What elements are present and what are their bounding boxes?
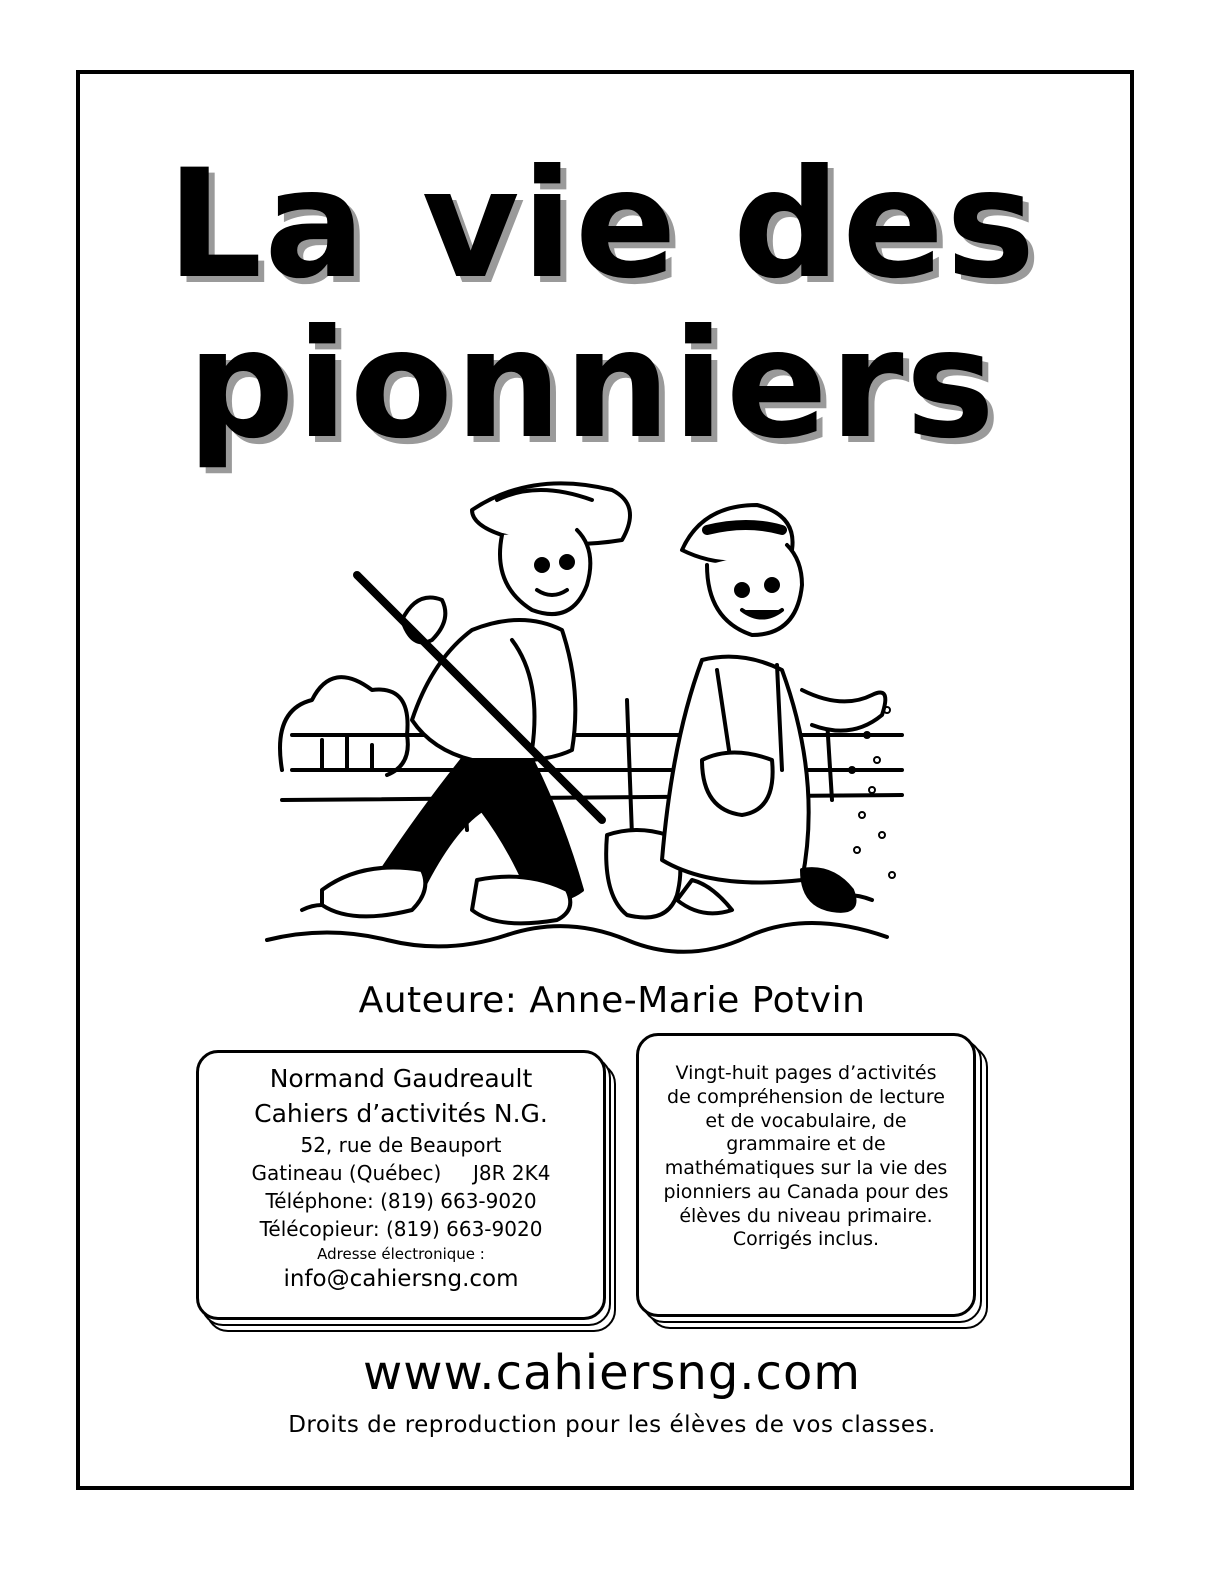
boy-hand <box>402 598 445 643</box>
description-line: élèves du niveau primaire. <box>679 1204 933 1227</box>
seeds <box>849 707 895 878</box>
boy-boot-right <box>472 877 570 924</box>
description-line: Corrigés inclus. <box>732 1228 880 1251</box>
girl-figure <box>662 505 895 913</box>
description-line: de compréhension de lecture <box>667 1085 945 1108</box>
publisher-street: 52, rue de Beauport <box>300 1132 502 1157</box>
publisher-phone: Téléphone: (819) 663-9020 <box>265 1188 537 1213</box>
description-line: Vingt-huit pages d’activités <box>675 1062 937 1084</box>
description-text <box>639 1036 973 1252</box>
boy-body <box>412 620 575 761</box>
title-line-2: pionniers <box>187 298 997 472</box>
publisher-card-face <box>196 1050 606 1320</box>
website-url: www.cahiersng.com <box>362 1345 862 1401</box>
publisher-email-label: Adresse électronique : <box>317 1244 485 1263</box>
description-card-face <box>636 1033 976 1317</box>
description-line: et de vocabulaire, de <box>705 1109 907 1132</box>
reproduction-rights: Droits de reproduction pour les élèves de vos classes. <box>288 1412 936 1438</box>
description-card <box>636 1033 988 1329</box>
publisher-name: Normand Gaudreault <box>269 1064 533 1093</box>
girl-boot <box>802 869 855 911</box>
description-line: pionniers au Canada pour des <box>663 1180 949 1203</box>
author-line: Auteure: Anne-Marie Potvin <box>358 980 866 1021</box>
publisher-fax: Télécopieur: (819) 663-9020 <box>259 1216 543 1241</box>
publisher-city-postal: Gatineau (Québec) J8R 2K4 <box>251 1160 551 1185</box>
girl-arm <box>802 690 885 731</box>
boy-boot-left <box>322 868 425 917</box>
description-line: grammaire et de <box>726 1133 886 1156</box>
publisher-company: Cahiers d’activités N.G. <box>254 1099 548 1129</box>
ground <box>267 923 887 952</box>
publisher-card <box>196 1050 616 1332</box>
publisher-email: info@cahiersng.com <box>283 1266 519 1293</box>
title-line-1: La vie des <box>166 138 1038 312</box>
tree-left <box>280 677 408 775</box>
pioneer-children-illustration <box>262 470 912 970</box>
description-line: mathématiques sur la vie des <box>664 1157 948 1179</box>
